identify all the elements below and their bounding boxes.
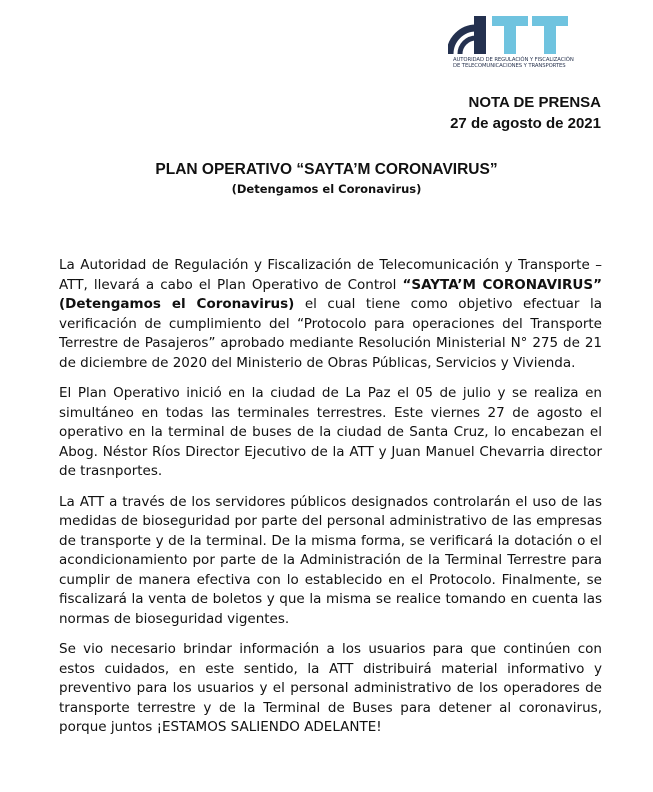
paragraph-1 [59,256,602,373]
press-header [450,92,601,134]
paragraph-1-bold: “SAYTA’M CORONAVIRUS” (Detengamos el Coronavirus) [59,276,602,312]
logo-caption [453,57,578,69]
paragraph-3: La ATT a través de los servidores públicos designados controlarán el uso de las medidas de bioseguridad por parte del personal administrativo de las empresas de transporte y de la terminal. De la misma forma, se verificará la dotación o el acondicionamiento por parte de la Administración de la Terminal Terrestre para cumplir de manera efectiva con lo establecido en el Protocolo. Finalmente, se fiscalizará la venta de boletos y que la misma se realice tomando en cuenta las normas de bioseguridad vigentes. [59,493,602,627]
press-note-label: NOTA DE PRENSA [468,94,601,111]
document-subtitle: (Detengamos el Coronavirus) [231,182,422,196]
paragraph-2: El Plan Operativo inició en la ciudad de La Paz el 05 de julio y se realiza en simultáneo en todas las terminales terrestres. Este viernes 27 de agosto el operativo en la terminal de buses de la ciudad de Santa Cruz, lo encabezan el Abog. Néstor Ríos Director Ejecutivo de la ATT y Juan Manuel Chevarria director de trasnportes. [59,385,602,479]
document-title: PLAN OPERATIVO “SAYTA’M CORONAVIRUS” [155,161,498,178]
paragraph-1-start: La Autoridad de Regulación y Fiscalización de Telecomunicación y Transporte – ATT, llevará a cabo el Plan Operativo de Control [59,257,602,293]
logo-caption-line-1: AUTORIDAD DE REGULACIÓN Y FISCALIZACIÓN [453,57,574,63]
logo-caption-line-2: DE TELECOMUNICACIONES Y TRANSPORTES [453,63,566,69]
body-text [59,256,602,749]
att-logo [448,12,573,72]
paragraph-1-end: el cual tiene como objetivo efectuar la verificación de cumplimiento del “Protocolo para operaciones del Transporte Terrestre de Pasajeros” aprobado mediante Resolución Ministerial N° 275 de 21 de diciembre de 2020 del Ministerio de Obras Públicas, Servicios y Vivienda. [59,296,602,371]
paragraph-4: Se vio necesario brindar información a los usuarios para que continúen con estos cuidados, en este sentido, la ATT distribuirá material informativo y preventivo para los usuarios y el personal administrativo de los operadores de transporte terrestre y de la Terminal de Buses para detener al coronavirus, porque juntos ¡ESTAMOS SALIENDO ADELANTE! [59,641,602,735]
title-block [0,160,653,197]
press-date: 27 de agosto de 2021 [450,115,601,132]
att-logo-mark [448,12,573,56]
